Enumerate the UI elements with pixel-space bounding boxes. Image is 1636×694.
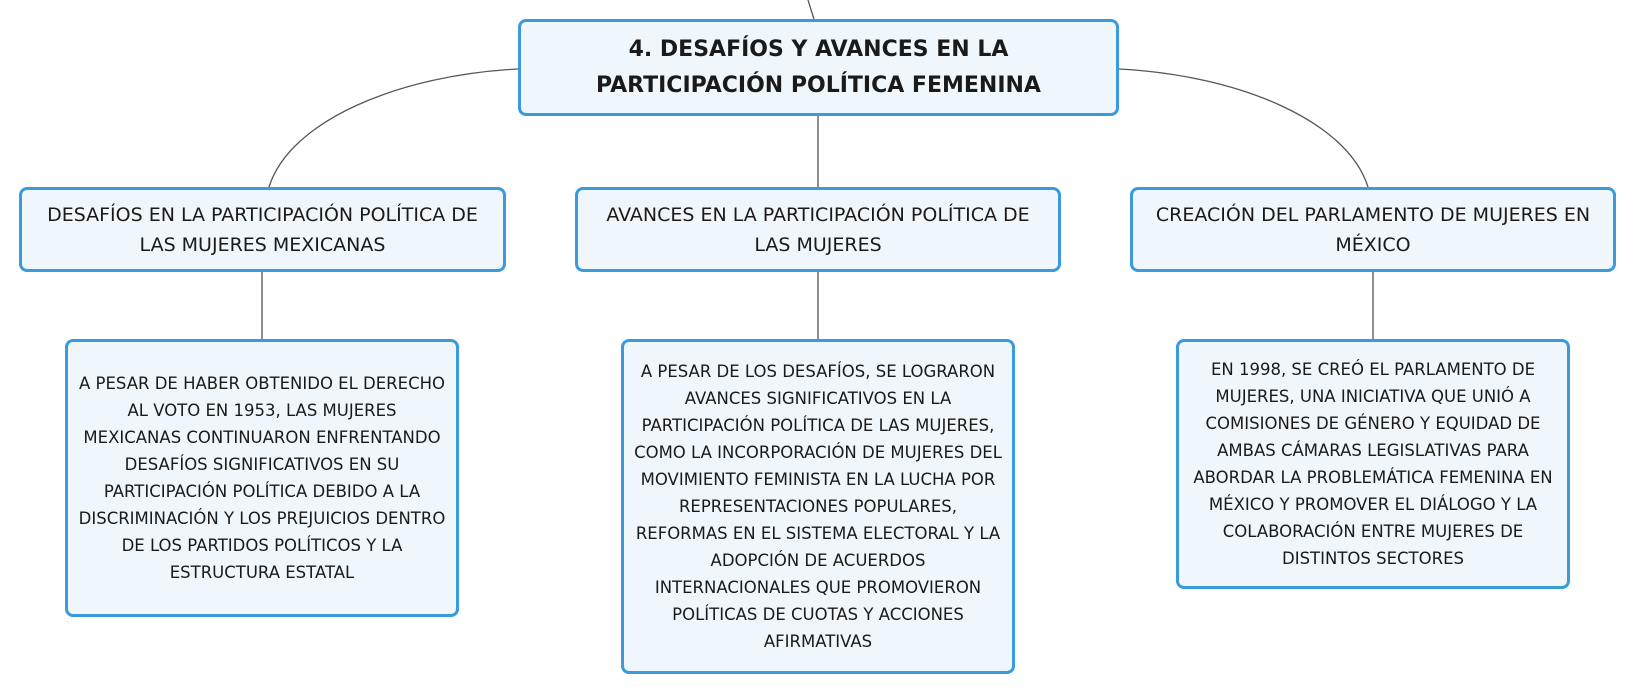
root-topic-node[interactable] — [518, 19, 1119, 116]
detail-text-desafios: A PESAR DE HABER OBTENIDO EL DERECHO AL VOTO EN 1953, LAS MUJERES MEXICANAS CONTINUARON ENFRENTANDO DESAFÍOS SIGNIFICATIVOS EN SU PARTICIPACIÓN POLÍTICA DEBIDO A LA DISCRIMINACIÓN Y LOS PREJUICIOS DENTRO DE LOS PARTIDOS POLÍTICOS Y LA ESTRUCTURA ESTATAL — [78, 374, 446, 582]
branch-label-desafios: DESAFÍOS EN LA PARTICIPACIÓN POLÍTICA DE LAS MUJERES MEXICANAS — [47, 203, 478, 256]
detail-text-parlamento: EN 1998, SE CREÓ EL PARLAMENTO DE MUJERES, UNA INICIATIVA QUE UNIÓ A COMISIONES DE GÉNERO Y EQUIDAD DE AMBAS CÁMARAS LEGISLATIVAS PARA ABORDAR LA PROBLEMÁTICA FEMENINA EN MÉXICO Y PROMOVER EL DIÁLOGO Y LA COLABORACIÓN ENTRE MUJERES DE DISTINTOS SECTORES — [1193, 360, 1553, 568]
connector-parent-to-root — [808, 0, 814, 19]
branch-node-parlamento[interactable] — [1130, 187, 1616, 272]
root-topic-label: 4. DESAFÍOS Y AVANCES EN LA PARTICIPACIÓN POLÍTICA FEMENINA — [596, 36, 1041, 98]
connector-root-to-branch-1 — [269, 69, 518, 187]
branch-label-avances: AVANCES EN LA PARTICIPACIÓN POLÍTICA DE LAS MUJERES — [606, 203, 1030, 256]
detail-node-desafios[interactable] — [65, 339, 459, 617]
detail-node-parlamento[interactable] — [1176, 339, 1570, 589]
detail-node-avances[interactable] — [621, 339, 1015, 674]
detail-text-avances: A PESAR DE LOS DESAFÍOS, SE LOGRARON AVANCES SIGNIFICATIVOS EN LA PARTICIPACIÓN POLÍTICA DE LAS MUJERES, COMO LA INCORPORACIÓN DE MUJERES DEL MOVIMIENTO FEMINISTA EN LA LUCHA POR REPRESENTACIONES POPULARES, REFORMAS EN EL SISTEMA ELECTORAL Y LA ADOPCIÓN DE ACUERDOS INTERNACIONALES QUE PROMOVIERON POLÍTICAS DE CUOTAS Y ACCIONES AFIRMATIVAS — [634, 362, 1002, 651]
branch-node-desafios[interactable] — [19, 187, 506, 272]
branch-label-parlamento: CREACIÓN DEL PARLAMENTO DE MUJERES EN MÉXICO — [1155, 203, 1591, 256]
connector-root-to-branch-3 — [1119, 69, 1368, 187]
branch-node-avances[interactable] — [575, 187, 1061, 272]
